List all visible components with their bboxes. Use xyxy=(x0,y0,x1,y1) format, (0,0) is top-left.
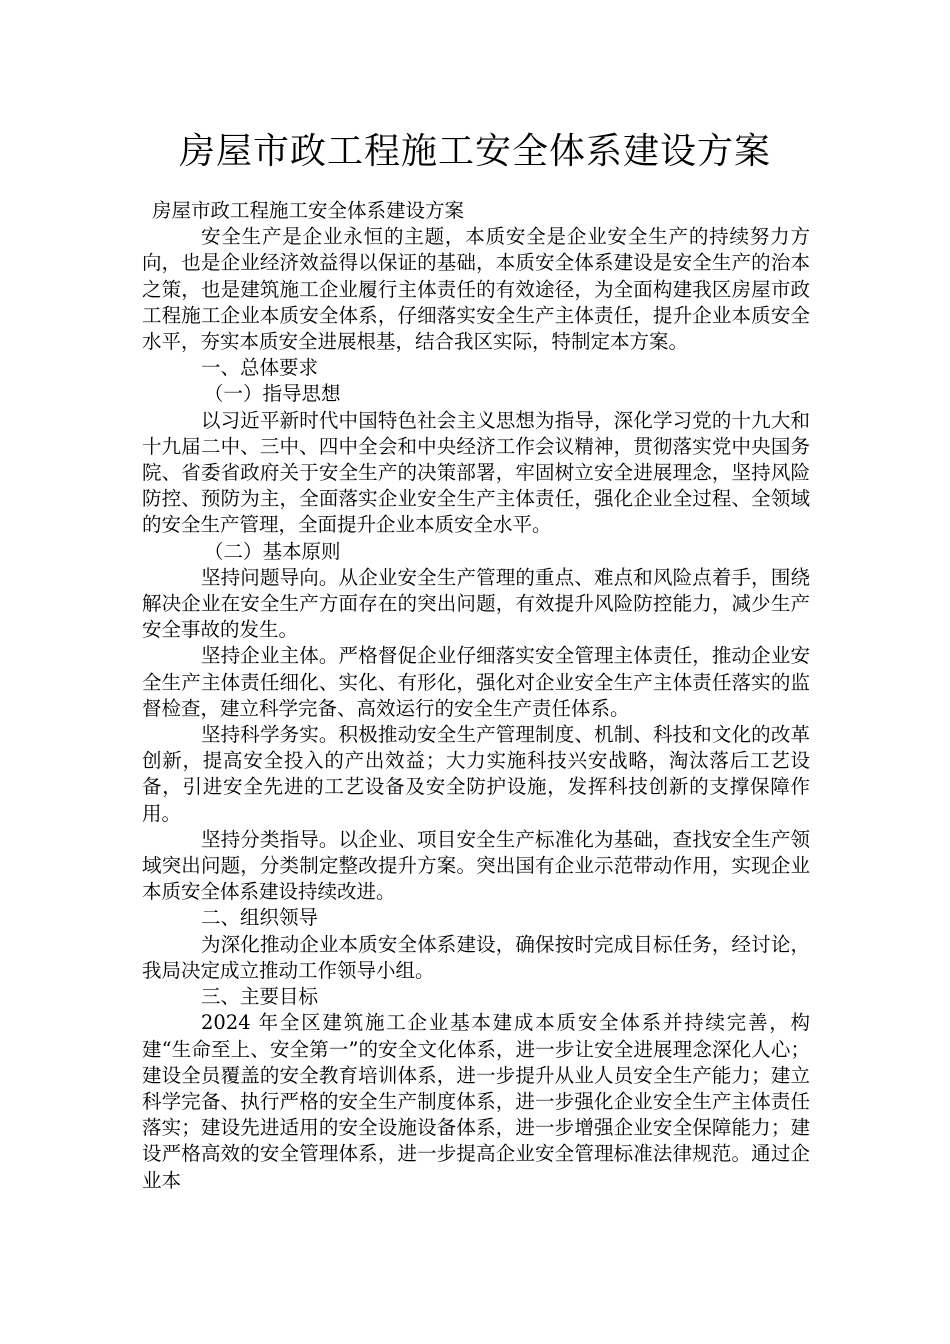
document-title: 房屋市政工程施工安全体系建设方案 xyxy=(178,131,771,172)
document-subtitle: 房屋市政工程施工安全体系建设方案 xyxy=(152,199,465,222)
section-heading-main-goals: 三、主要目标 xyxy=(201,985,319,1009)
principle-paragraph-enterprise-subject: 坚持企业主体。严格督促企业仔细落实安全管理主体责任，推动企业安全生产主体责任细化、实化、有形化，强化对企业安全生产主体责任落实的监督检查，建立科学完备、高效运行的安全生产责任体系。 xyxy=(142,644,810,720)
subsection-heading-basic-principles: （二）基本原则 xyxy=(204,539,341,563)
subsection-heading-guiding-ideology: （一）指导思想 xyxy=(204,382,341,406)
principle-paragraph-scientific-practical: 坚持科学务实。积极推动安全生产管理制度、机制、科技和文化的改革创新，提高安全投入的产出效益；大力实施科技兴安战略，淘汰落后工艺设备，引进安全先进的工艺设备及安全防护设施，发挥科技创新的支撑保障作用。 xyxy=(142,723,810,825)
guiding-ideology-paragraph: 以习近平新时代中国特色社会主义思想为指导，深化学习党的十九大和十九届二中、三中、四中全会和中央经济工作会议精神，贯彻落实党中央国务院、省委省政府关于安全生产的决策部署，牢固树立安全进展理念，坚持风险防控、预防为主，全面落实企业安全生产主体责任，强化企业全过程、全领域的安全生产管理，全面提升企业本质安全水平。 xyxy=(142,408,810,537)
principle-paragraph-problem-oriented: 坚持问题导向。从企业安全生产管理的重点、难点和风险点着手，围绕解决企业在安全生产方面存在的突出问题，有效提升风险防控能力，减少生产安全事故的发生。 xyxy=(142,565,810,642)
section-heading-organization-leadership: 二、组织领导 xyxy=(201,906,319,930)
document-body xyxy=(142,198,810,1194)
main-goals-paragraph: 2024 年全区建筑施工企业基本建成本质安全体系并持续完善，构建“生命至上、安全第一”的安全文化体系，进一步让安全进展理念深化人心；建设全员覆盖的安全教育培训体系，进一步提升从业人员安全生产能力；建立科学完备、执行严格的安全生产制度体系，进一步强化企业安全生产主体责任落实；建设先进适用的安全设施设备体系，进一步增强企业安全保障能力；建设严格高效的安全管理体系，进一步提高企业安全管理标准法律规范。通过企业本 xyxy=(142,1011,810,1192)
principle-paragraph-classified-guidance: 坚持分类指导。以企业、项目安全生产标准化为基础，查找安全生产领域突出问题，分类制定整改提升方案。突出国有企业示范带动作用，实现企业本质安全体系建设持续改进。 xyxy=(142,827,810,904)
organization-leadership-paragraph: 为深化推动企业本质安全体系建设，确保按时完成目标任务，经讨论，我局决定成立推动工作领导小组。 xyxy=(142,932,810,982)
section-heading-general-requirements: 一、总体要求 xyxy=(201,356,319,380)
intro-paragraph: 安全生产是企业永恒的主题，本质安全是企业安全生产的持续努力方向，也是企业经济效益得以保证的基础，本质安全体系建设是安全生产的治本之策，也是建筑施工企业履行主体责任的有效途径，为全面构建我区房屋市政工程施工企业本质安全体系，仔细落实安全生产主体责任，提升企业本质安全水平，夯实本质安全进展根基，结合我区实际，特制定本方案。 xyxy=(142,225,810,354)
